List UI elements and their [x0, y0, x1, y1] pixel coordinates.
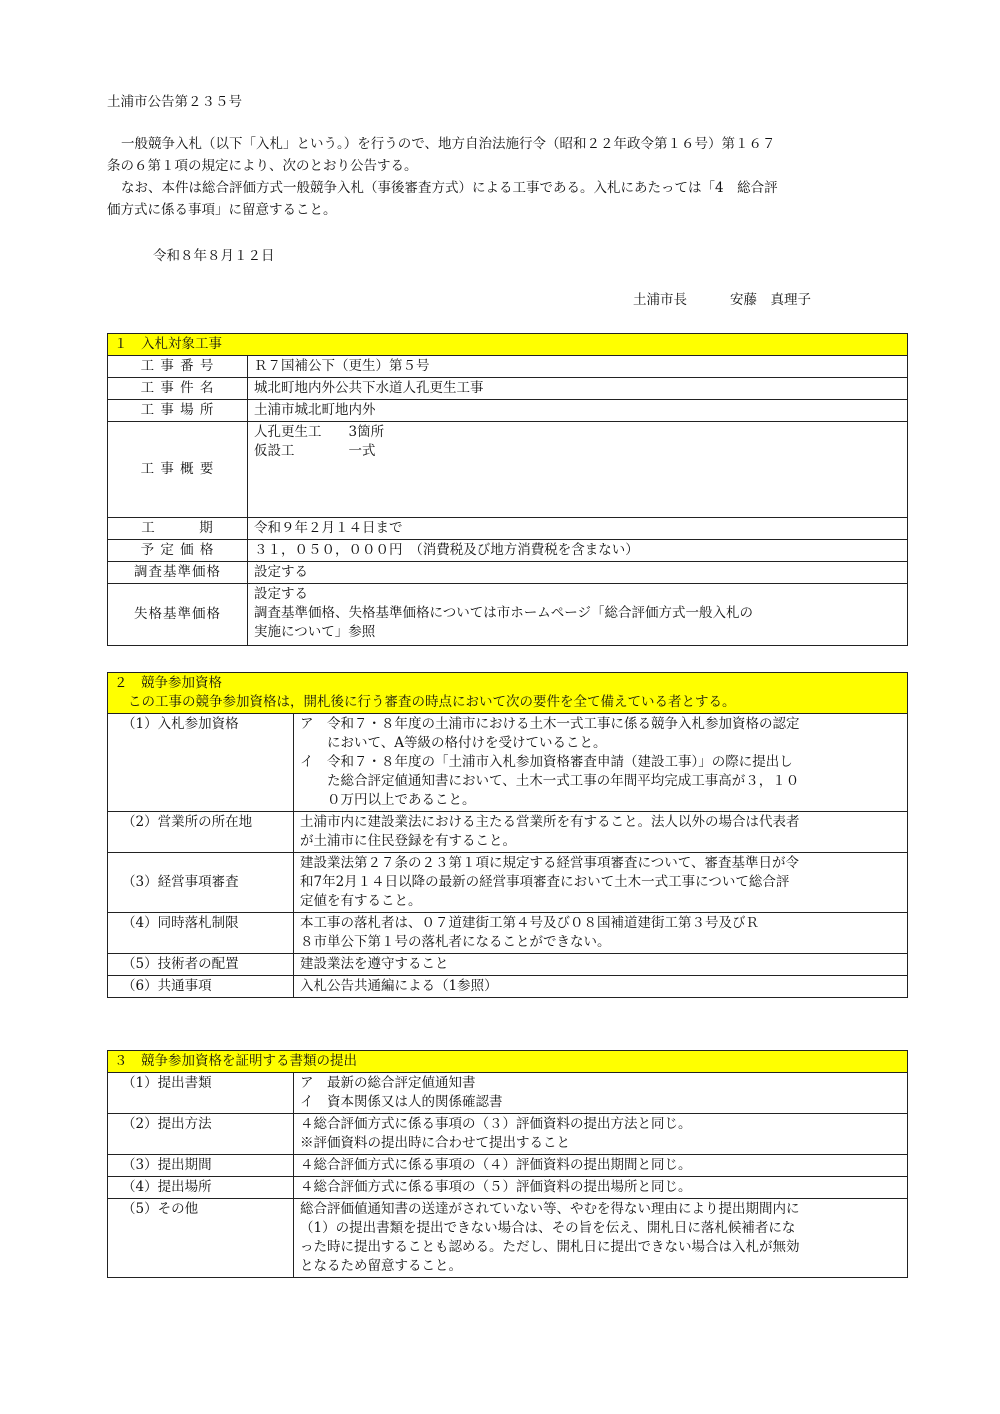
value-line: 土浦市城北町地内外 [254, 402, 376, 418]
row-label: 工 事 概 要 [108, 422, 248, 518]
value-line: 仮設工 一式 [254, 443, 376, 459]
value-line: 令和９年２月１４日まで [254, 520, 403, 536]
row-value [294, 1177, 908, 1199]
row-value [294, 1114, 908, 1155]
note-line: 価方式に係る事項」に留意すること。 [107, 202, 337, 218]
value-line: ４総合評価方式に係る事項の（３）評価資料の提出方法と同じ。 [300, 1116, 692, 1132]
note-paragraph-cont [107, 200, 907, 220]
section1-table [107, 333, 908, 646]
row-label: （2）営業所の所在地 [108, 812, 294, 853]
row-value [248, 562, 908, 584]
row-label: 予 定 価 格 [108, 540, 248, 562]
value-line: （1）の提出書類を提出できない場合は、その旨を伝え、開札日に落札候補者にな [300, 1220, 796, 1236]
row-label: （4）提出場所 [108, 1177, 294, 1199]
row-label: 工 事 件 名 [108, 378, 248, 400]
row-value [248, 584, 908, 646]
intro-line: 一般競争入札（以下「入札」という。）を行うので、地方自治法施行令（昭和２２年政令第１６号）第１６７ [121, 136, 776, 152]
value-line: った時に提出することも認める。ただし、開札日に提出できない場合は入札が無効 [300, 1239, 800, 1255]
signature-name: 安藤 真理子 [730, 292, 811, 308]
value-line: 人孔更生工 3箇所 [254, 424, 385, 440]
value-line: ア 令和７・８年度の土浦市における土木一式工事に係る競争入札参加資格の認定 [300, 716, 800, 732]
value-line: において、A等級の格付けを受けていること。 [300, 735, 607, 751]
row-value [294, 714, 908, 812]
row-label: （1）提出書類 [108, 1073, 294, 1114]
row-value [294, 1155, 908, 1177]
value-line: ※評価資料の提出時に合わせて提出すること [300, 1135, 570, 1151]
row-label: （1）入札参加資格 [108, 714, 294, 812]
value-line: となるため留意すること。 [300, 1258, 462, 1274]
row-value [294, 812, 908, 853]
section3-heading: ３ 競争参加資格を証明する書類の提出 [108, 1051, 908, 1073]
row-value [248, 400, 908, 422]
row-label: 工 期 [108, 518, 248, 540]
intro-paragraph-cont [107, 156, 907, 176]
value-line: た総合評定値通知書において、土木一式工事の年間平均完成工事高が３，１０ [300, 773, 800, 789]
row-value [294, 913, 908, 954]
value-line: イ 令和７・８年度の「土浦市入札参加資格審査申請（建設工事）」の際に提出し [300, 754, 793, 770]
row-value [294, 1199, 908, 1278]
value-line: 設定する [254, 586, 308, 602]
value-line: 建設業法第２７条の２３第１項に規定する経営事項審査について、審査基準日が令 [300, 855, 799, 871]
row-label: （5）その他 [108, 1199, 294, 1278]
row-label: （3）経営事項審査 [108, 853, 294, 913]
row-value [248, 540, 908, 562]
value-line: Ｒ７国補公下（更生）第５号 [254, 358, 430, 374]
row-value [248, 356, 908, 378]
notice-date: 令和８年８月１２日 [153, 248, 275, 264]
row-label: （4）同時落札制限 [108, 913, 294, 954]
value-line: 入札公告共通編による（1参照） [300, 978, 498, 994]
value-line: 設定する [254, 564, 308, 580]
row-label: （5）技術者の配置 [108, 954, 294, 976]
value-line: ８市単公下第１号の落札者になることができない。 [300, 934, 611, 950]
intro-line: 条の６第１項の規定により、次のとおり公告する。 [107, 158, 418, 174]
value-line: ア 最新の総合評定値通知書 [300, 1075, 476, 1091]
value-line: 和7年2月１４日以降の最新の経営事項審査において土木一式工事について総合評 [300, 874, 790, 890]
row-label: （6）共通事項 [108, 976, 294, 998]
value-line: 土浦市内に建設業法における主たる営業所を有すること。法人以外の場合は代表者 [300, 814, 800, 830]
value-line: ４総合評価方式に係る事項の（４）評価資料の提出期間と同じ。 [300, 1157, 692, 1173]
row-label: 調査基準価格 [108, 562, 248, 584]
section1-heading: １ 入札対象工事 [108, 334, 908, 356]
row-value [294, 853, 908, 913]
value-line: イ 資本関係又は人的関係確認書 [300, 1094, 503, 1110]
value-line: が土浦市に住民登録を有すること。 [300, 833, 516, 849]
section2-subheading: この工事の競争参加資格は，開札後に行う審査の時点において次の要件を全て備えている者とする。 [128, 694, 736, 710]
section2-heading: ２ 競争参加資格 [114, 675, 222, 691]
row-label: 工 事 番 号 [108, 356, 248, 378]
section2-table [107, 672, 908, 998]
value-line: ０万円以上であること。 [300, 792, 476, 808]
value-line: 城北町地内外公共下水道人孔更生工事 [254, 380, 484, 396]
signature-title: 土浦市長 [633, 292, 687, 308]
note-line: なお、本件は総合評価方式一般競争入札（事後審査方式）による工事である。入札にあたっては「4 総合評 [121, 180, 778, 196]
value-line: ３１，０５０，０００円 （消費税及び地方消費税を含まない） [254, 542, 639, 558]
row-value [248, 378, 908, 400]
value-line: 調査基準価格、失格基準価格については市ホームページ「総合評価方式一般入札の [254, 605, 753, 621]
value-line: 定値を有すること。 [300, 893, 422, 909]
section3-table [107, 1050, 908, 1278]
row-value [248, 422, 908, 518]
value-line: ４総合評価方式に係る事項の（５）評価資料の提出場所と同じ。 [300, 1179, 692, 1195]
row-label: （2）提出方法 [108, 1114, 294, 1155]
intro-paragraph [107, 134, 907, 154]
row-value [294, 954, 908, 976]
value-line: 総合評価値通知書の送達がされていない等、やむを得ない理由により提出期間内に [300, 1201, 800, 1217]
value-line: 本工事の落札者は、０７道建街工第４号及び０８国補道建街工第３号及びＲ [300, 915, 759, 931]
note-paragraph [107, 178, 907, 198]
row-label: （3）提出期間 [108, 1155, 294, 1177]
section2-heading-cell [108, 673, 908, 714]
row-value [294, 976, 908, 998]
notice-number: 土浦市公告第２３５号 [107, 94, 242, 110]
row-value [248, 518, 908, 540]
row-value [294, 1073, 908, 1114]
value-line: 建設業法を遵守すること [300, 956, 449, 972]
row-label: 失格基準価格 [108, 584, 248, 646]
row-label: 工 事 場 所 [108, 400, 248, 422]
value-line: 実施について」参照 [254, 624, 376, 640]
